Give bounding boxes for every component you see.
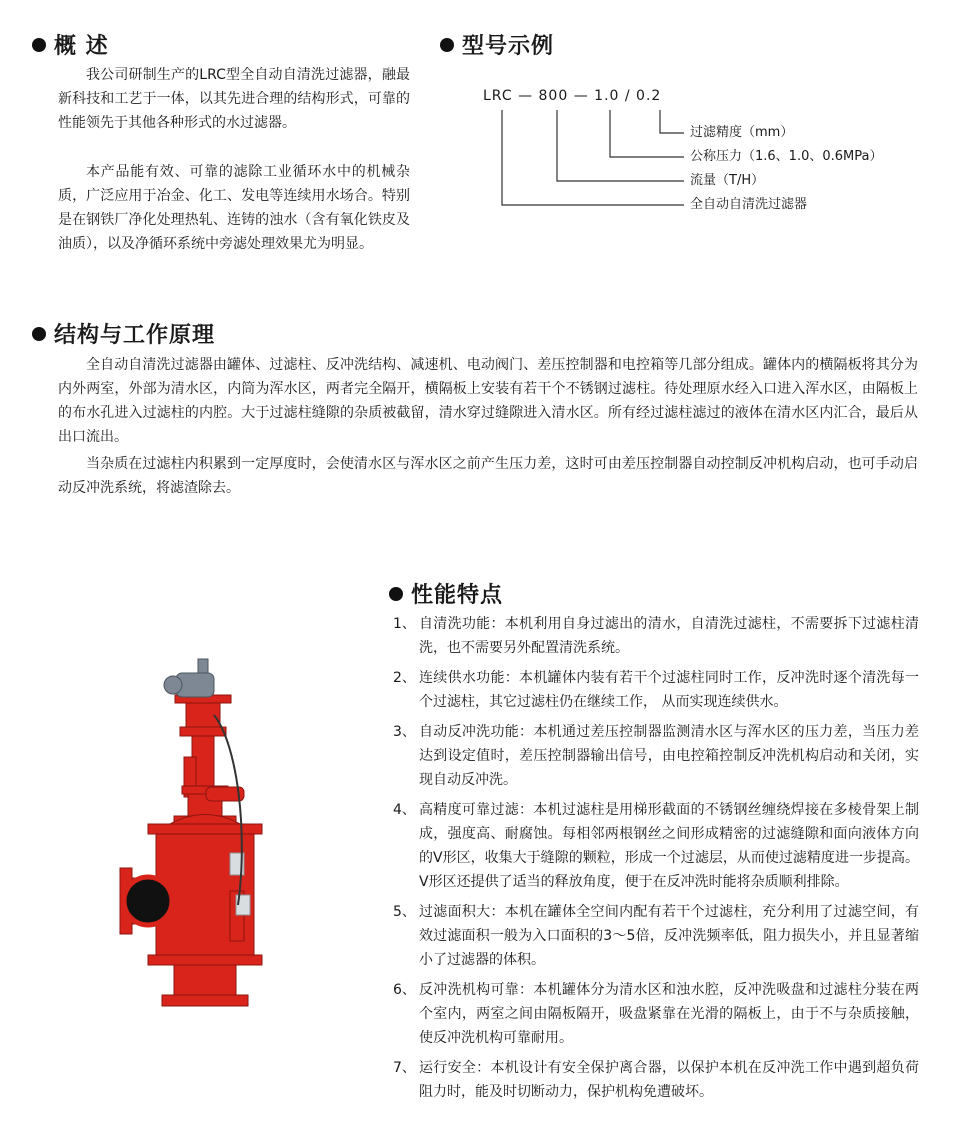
structure-paragraph-2: 当杂质在过滤柱内积累到一定厚度时，会使清水区与浑水区之前产生压力差，这时可由差压控制器自动控制反冲机构启动，也可手动启动反冲洗系统，将滤渣除去。 bbox=[58, 456, 918, 496]
features-heading bbox=[389, 582, 503, 610]
feature-item bbox=[393, 798, 919, 894]
feature-text: 过滤面积大：本机在罐体全空间内配有若干个过滤柱，充分利用了过滤空间，有效过滤面积一般为入口面积的3～5倍，反冲洗频率低，阻力损失小，并且显著缩小了过滤器的体积。 bbox=[419, 904, 919, 968]
structure-title: 结构与工作原理 bbox=[54, 323, 216, 348]
model-pressure: 1.0 bbox=[594, 88, 620, 104]
structure-heading bbox=[32, 322, 215, 350]
structure-paragraph-1: 全自动自清洗过滤器由罐体、过滤柱、反冲洗结构、减速机、电动阀门、差压控制器和电控箱等几部分组成。罐体内的横隔板将其分为内外两室，外部为清水区，内筒为浑水区，两者完全隔开，横隔板上安装有若干个不锈钢过滤柱。待处理原水经入口进入浑水区，由隔板上的布水孔进入过滤柱的内腔。大于过滤柱缝隙的杂质被截留，清水穿过缝隙进入清水区。所有经过滤柱滤过的液体在清水区内汇合，最后从出口流出。 bbox=[58, 357, 918, 445]
feature-number: 2、 bbox=[393, 670, 416, 686]
feature-number: 1、 bbox=[393, 616, 416, 632]
overview-paragraph-1: 我公司研制生产的LRC型全自动自清洗过滤器，融最新科技和工艺于一体，以其先进合理的结构形式，可靠的性能领先于其他各种形式的水过滤器。 bbox=[58, 67, 410, 131]
feature-item bbox=[393, 666, 919, 714]
connector-flow bbox=[557, 110, 684, 181]
feature-item bbox=[393, 978, 919, 1050]
feature-number: 4、 bbox=[393, 802, 416, 818]
motor-endcap bbox=[164, 676, 182, 694]
feature-number: 7、 bbox=[393, 1060, 416, 1076]
legend-precision: 过滤精度（mm） bbox=[690, 125, 794, 140]
legend-flow: 流量（T/H） bbox=[690, 173, 765, 188]
filter-product-image bbox=[118, 655, 293, 1015]
bullet-icon bbox=[32, 327, 46, 341]
model-separator: — bbox=[518, 88, 534, 104]
model-connector-lines bbox=[0, 0, 954, 240]
feature-item bbox=[393, 720, 919, 792]
feature-item bbox=[393, 900, 919, 972]
model-prefix: LRC bbox=[483, 88, 513, 104]
feature-text: 反冲洗机构可靠：本机罐体分为清水区和浊水腔，反冲洗吸盘和过滤柱分装在两个室内，两室之间由隔板隔开，吸盘紧靠在光滑的隔板上，由于不与杂质接触，使反冲洗机构可靠耐用。 bbox=[419, 982, 919, 1046]
overview-paragraph-2: 本产品能有效、可靠的滤除工业循环水中的机械杂质，广泛应用于冶金、化工、发电等连续用水场合。特别是在钢铁厂净化处理热轧、连铸的浊水（含有氧化铁皮及油质），以及净循环系统中旁滤处理效果尤为明显。 bbox=[58, 164, 410, 252]
feature-number: 5、 bbox=[393, 904, 416, 920]
feature-number: 3、 bbox=[393, 724, 416, 740]
model-flow: 800 bbox=[538, 88, 569, 104]
model-separator: / bbox=[624, 88, 631, 104]
features-list bbox=[393, 612, 919, 1110]
connector-precision bbox=[660, 110, 684, 133]
feature-text: 连续供水功能：本机罐体内装有若干个过滤柱同时工作，反冲洗时逐个清洗每一个过滤柱，其它过滤柱仍在继续工作， 从而实现连续供水。 bbox=[419, 670, 919, 710]
feature-text: 自清洗功能：本机利用自身过滤出的清水，自清洗过滤柱，不需要拆下过滤柱清洗，也不需要另外配置清洗系统。 bbox=[419, 616, 919, 656]
feature-item bbox=[393, 612, 919, 660]
feature-number: 6、 bbox=[393, 982, 416, 998]
legend-type: 全自动自清洗过滤器 bbox=[690, 197, 808, 212]
model-example-title: 型号示例 bbox=[462, 34, 555, 59]
feature-item bbox=[393, 1056, 919, 1104]
inlet-pipe bbox=[124, 877, 172, 925]
feature-text: 高精度可靠过滤：本机过滤柱是用梯形截面的不锈钢丝缠绕焊接在多棱骨架上制成，强度高、耐腐蚀。每相邻两根钢丝之间形成精密的过滤缝隙和面向液体方向的V形区，收集大于缝隙的颗粒，形成一个过滤层，从而使过滤精度进一步提高。V形区还提供了适当的释放角度，便于在反冲洗时能将杂质顺利排除。 bbox=[419, 802, 919, 890]
model-separator: — bbox=[573, 88, 589, 104]
feature-text: 自动反冲洗功能：本机通过差压控制器监测清水区与浑水区的压力差，当压力差达到设定值时，差压控制器输出信号，由电控箱控制反冲洗机构启动和关闭，实现自动反冲洗。 bbox=[419, 724, 919, 788]
legend-pressure: 公称压力（1.6、1.0、0.6MPa） bbox=[690, 149, 883, 164]
features-title: 性能特点 bbox=[411, 583, 504, 608]
overview-title: 概 述 bbox=[54, 34, 109, 59]
model-precision: 0.2 bbox=[636, 88, 662, 104]
bullet-icon bbox=[389, 587, 403, 601]
feature-text: 运行安全：本机设计有安全保护离合器，以保护本机在反冲洗工作中遇到超负荷阻力时，能及时切断动力，保护机构免遭破坏。 bbox=[419, 1060, 919, 1100]
